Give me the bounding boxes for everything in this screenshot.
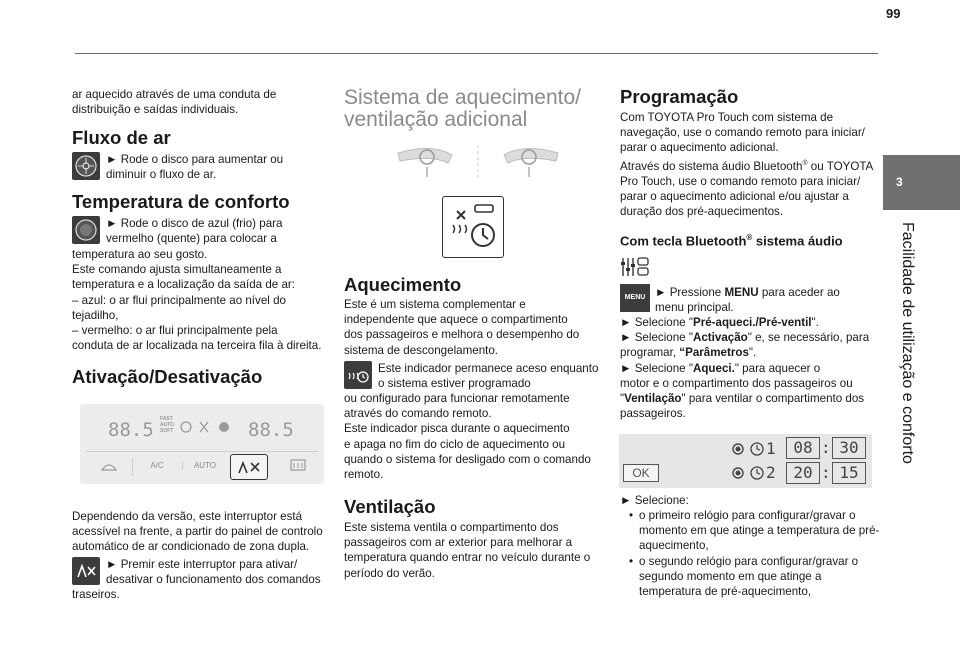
step2-c: ". <box>811 316 819 329</box>
aquecimento-line: remoto. <box>344 468 384 482</box>
rear-controls-button[interactable] <box>230 454 268 480</box>
step1-a: ► Pressione <box>655 286 725 299</box>
aquecimento-icon-text: Este indicador permanece aceso enquanto o sistema estiver programado <box>378 362 599 391</box>
aquecimento-line: Este indicador pisca durante o aquecimento <box>344 422 570 436</box>
ativacao-tail: traseiros. <box>72 588 120 601</box>
steering-wheels-illustration <box>392 143 564 183</box>
section-tab-number: 3 <box>896 175 903 189</box>
soft-label: SOFT <box>160 428 174 434</box>
fluxo-heading: Fluxo de ar <box>72 127 171 148</box>
aquecimento-body2 <box>344 391 604 482</box>
aquecimento-line: e apaga no fim do ciclo de aquecimento ou <box>344 437 566 451</box>
list-item: • o segundo relógio para configurar/gravar o segundo momento em que atinge a temperatura de pré-aquecimento, <box>639 554 885 600</box>
programacao-body <box>620 110 882 219</box>
step-3 <box>620 330 882 345</box>
clock-options-list <box>626 508 885 599</box>
temperatura-body <box>72 247 332 353</box>
radio-selected-icon <box>731 466 745 480</box>
list-item: • o primeiro relógio para configurar/gravar o momento em que atinge a temperatura de pré-aquecimento, <box>639 508 885 554</box>
temperatura-line: conduta de ar localizada na terceira fila à direita. <box>72 339 322 353</box>
bt-text-a: Através do sistema áudio Bluetooth <box>620 159 803 173</box>
bt-registered: ® <box>802 159 808 167</box>
step4-f: Ventilação <box>624 392 682 406</box>
step4-c: " para aquecer o <box>734 361 821 375</box>
fluxo-text: ► Rode o disco para aumentar ou diminuir o fluxo de ar. <box>106 153 284 182</box>
step4-b: Aqueci. <box>692 361 735 375</box>
section-title: Facilidade de utilização e conforto <box>899 222 916 464</box>
temperatura-line: Este comando ajusta simultaneamente a <box>72 263 282 277</box>
step1-c: para aceder ao menu principal. <box>655 286 840 315</box>
auto-label: AUTO <box>160 422 175 428</box>
temperatura-icon-text: ► Rode o disco de azul (frio) para vermelho (quente) para colocar a <box>106 217 283 246</box>
step-2 <box>620 315 882 330</box>
clock-2-hours[interactable]: 20 <box>786 462 820 484</box>
rear-defrost-icon <box>290 459 306 471</box>
programacao-line-bt <box>620 156 882 174</box>
step-3-cont <box>620 345 882 360</box>
intro-text: ar aquecido através de uma conduta de distribuição e saídas individuais. <box>72 88 277 117</box>
ac-button[interactable]: A/C <box>150 461 164 470</box>
section-tab <box>883 155 960 210</box>
programacao-line: duração dos pré-aquecimentos. <box>620 205 784 219</box>
panel-divider <box>86 451 318 452</box>
audio-settings-icon <box>620 256 650 278</box>
bt-heading-registered: ® <box>746 233 753 242</box>
radio-selected-icon <box>731 442 745 456</box>
ventilacao-line: temperatura quando entrar no veículo durante o <box>344 551 591 565</box>
bt-text-b: ou TOYOTA <box>807 159 874 173</box>
programacao-line: navegação, use o comando remoto para iniciar/ <box>620 126 865 140</box>
heating-indicator-icon <box>344 361 372 389</box>
clock-1-minutes[interactable]: 30 <box>832 437 866 459</box>
step-1 <box>655 285 860 315</box>
ativacao-heading: Ativação/Desativação <box>72 366 263 387</box>
header-rule <box>75 53 878 54</box>
aquecimento-line: Este é um sistema complementar e <box>344 298 526 311</box>
rear-fan-icon <box>231 455 267 479</box>
rear-defrost-button[interactable] <box>280 458 316 476</box>
step3-b: Activação <box>692 331 748 345</box>
step-4-cont3: passageiros. <box>620 407 686 421</box>
step3-c: " e, se necessário, para <box>747 331 870 345</box>
climate-control-panel <box>80 404 324 484</box>
programacao-line: parar o aquecimento adicional. <box>620 141 779 155</box>
ativacao-body <box>72 509 332 555</box>
page-number: 99 <box>886 6 901 21</box>
aquecimento-body <box>344 297 604 358</box>
step3-e: “Parâmetros <box>679 346 749 360</box>
step-4-cont: motor e o compartimento dos passageiros ou <box>620 376 853 390</box>
clock-2-minutes[interactable]: 15 <box>832 462 866 484</box>
step3-f: ". <box>748 346 757 360</box>
clock-1-index: 1 <box>766 439 776 458</box>
aquecimento-heading: Aquecimento <box>344 274 462 295</box>
fast-label: FAST <box>160 416 173 422</box>
fan-dial-icon <box>72 152 100 180</box>
fast-auto-soft-label <box>160 416 174 434</box>
clock-1-separator: : <box>821 438 831 457</box>
section-big-title-line1: Sistema de aquecimento/ <box>344 86 581 109</box>
heating-timer-button-illustration <box>442 196 504 258</box>
right-temp-display: 88.5 <box>248 419 294 441</box>
programacao-heading: Programação <box>620 86 739 107</box>
temperatura-line: temperatura e a localização da saída de ar: <box>72 278 295 292</box>
programacao-line: Pro Touch, use o comando remoto para iniciar/ <box>620 174 861 188</box>
step4-g: " para ventilar o compartimento dos <box>681 392 865 406</box>
ativacao-icon-text: ► Premir este interruptor para ativar/ desativar o funcionamento dos comandos <box>106 558 321 587</box>
ativacao-line: acessível na frente, a partir do painel de controlo <box>72 525 323 539</box>
ventilacao-line: passageiros com ar exterior para melhorar a <box>344 536 573 550</box>
aquecimento-line: dos passageiros e melhora o desempenho do <box>344 328 580 342</box>
bluetooth-heading <box>620 230 843 249</box>
fan-clock-icon <box>443 197 503 257</box>
aquecimento-line: ou configurado para funcionar remotamente <box>344 392 570 405</box>
step-4 <box>620 361 882 376</box>
temperatura-line: tejadilho, <box>72 308 119 322</box>
clock-icon <box>749 441 765 457</box>
aquecimento-line: através do comando remoto. <box>344 407 492 421</box>
defrost-icon <box>100 458 118 472</box>
step4-e: " <box>620 392 625 406</box>
temperature-dial-icon <box>72 216 100 244</box>
section-big-title-line2: ventilação adicional <box>344 108 528 131</box>
ventilacao-line: Este sistema ventila o compartimento dos <box>344 521 559 534</box>
clock-icon <box>749 465 765 481</box>
step4-a: ► Selecione " <box>620 361 693 375</box>
step2-b: Pré-aqueci./Pré-ventil <box>692 316 812 329</box>
temperatura-line: temperatura ao seu gosto. <box>72 248 208 261</box>
bt-heading-a: Com tecla Bluetooth <box>620 233 747 249</box>
rear-controls-icon <box>72 557 100 585</box>
clock-1-hours[interactable]: 08 <box>786 437 820 459</box>
ventilacao-body <box>344 520 604 581</box>
ativacao-line: automático de ar condicionado de zona dupla. <box>72 540 310 554</box>
aquecimento-line: quando o sistema for desligado com o comando <box>344 452 591 466</box>
aquecimento-line: independente que aquece o compartimento <box>344 313 568 327</box>
ativacao-line: Dependendo da versão, este interruptor está <box>72 510 303 523</box>
bt-heading-b: sistema áudio <box>752 233 843 249</box>
aquecimento-line: sistema de descongelamento. <box>344 343 499 357</box>
bluetooth-steps <box>620 315 882 421</box>
temperatura-heading: Temperatura de conforto <box>72 191 290 212</box>
menu-key-icon: MENU <box>620 284 650 312</box>
step1-b: MENU <box>724 286 759 299</box>
left-temp-display: 88.5 <box>108 419 154 441</box>
ventilacao-line: período do verão. <box>344 566 435 580</box>
temperatura-line: – vermelho: o ar flui principalmente pela <box>72 324 278 338</box>
step2-a: ► Selecione " <box>620 316 693 329</box>
programacao-line: parar o aquecimento adicional e/ou ajustar a <box>620 189 849 203</box>
clock-2-index: 2 <box>766 463 776 482</box>
programacao-line: Com TOYOTA Pro Touch com sistema de <box>620 111 834 124</box>
step3-a: ► Selecione " <box>620 331 693 345</box>
ventilacao-heading: Ventilação <box>344 496 436 517</box>
clock-2-separator: : <box>821 463 831 482</box>
ok-button[interactable]: OK <box>623 464 659 482</box>
mode-icons-strip <box>178 418 242 436</box>
step3-d: programar, <box>620 346 680 360</box>
selecione-text: ► Selecione: <box>620 494 689 507</box>
step-4-cont2 <box>620 391 882 406</box>
temperatura-line: – azul: o ar flui principalmente ao nível do <box>72 293 286 307</box>
timer-display-illustration <box>619 434 872 488</box>
auto-button[interactable]: AUTO <box>182 461 227 470</box>
defrost-front-button[interactable] <box>86 458 133 476</box>
